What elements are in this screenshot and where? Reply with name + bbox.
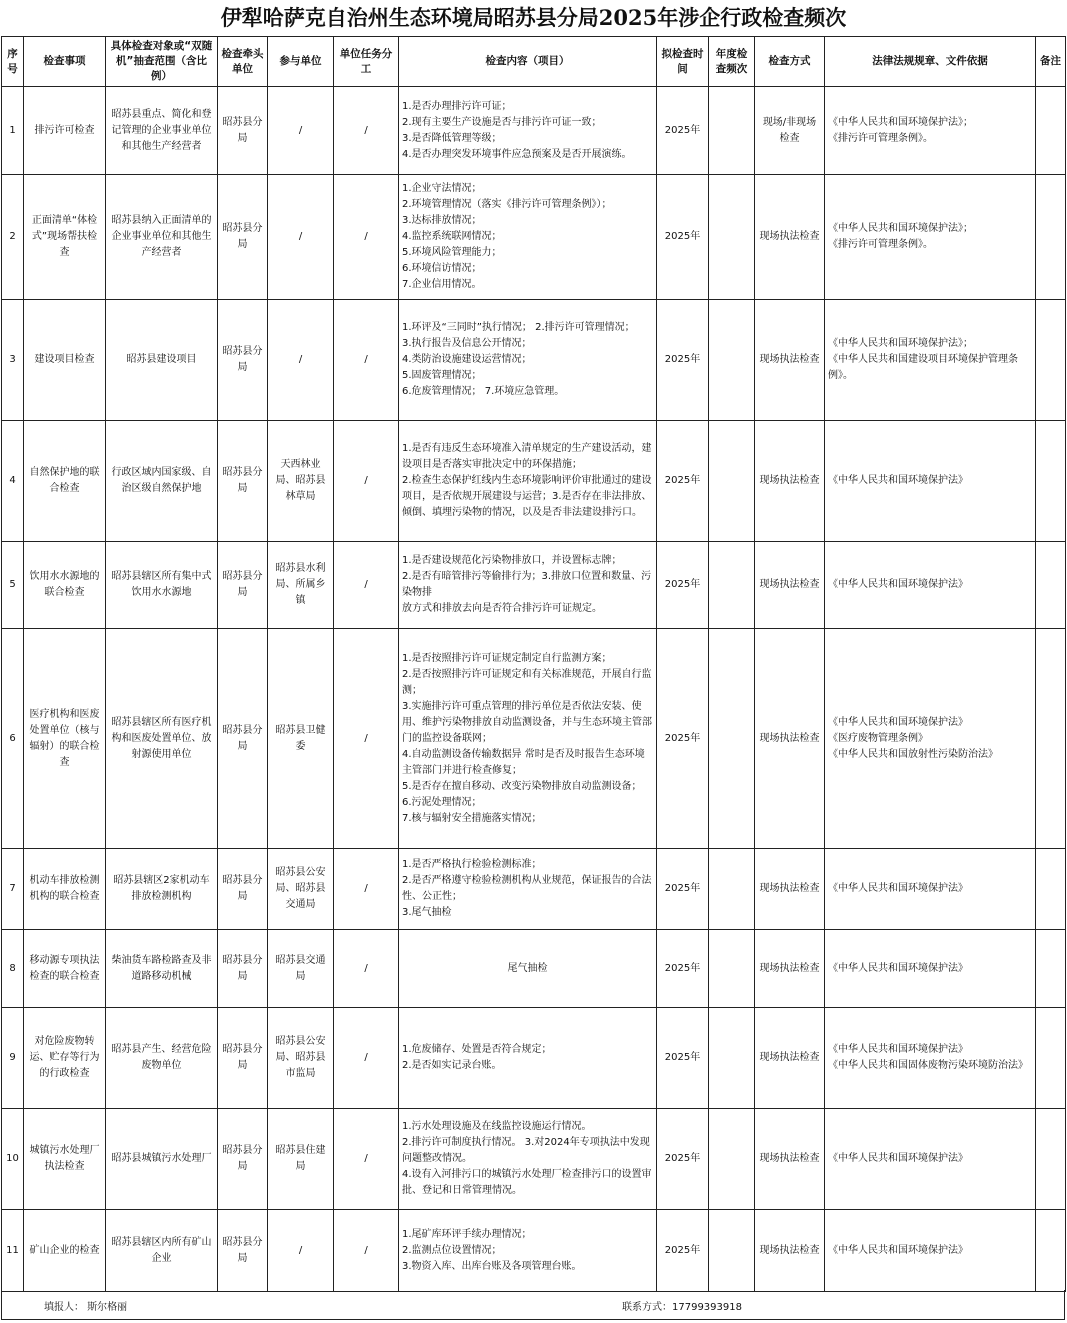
- cell-item: 移动源专项执法检查的联合检查: [24, 930, 106, 1008]
- table-row: [2, 629, 1066, 849]
- cell-item: 对危险废物转运、贮存等行为的行政检查: [24, 1008, 106, 1109]
- cell-item: 排污许可检查: [24, 87, 106, 175]
- cell-target: 昭苏县辖区所有医疗机构和医废处置单位、放射源使用单位: [106, 629, 218, 849]
- cell-time: 2025年: [657, 930, 709, 1008]
- cell-freq: [709, 849, 755, 930]
- cell-lead: 昭苏县分局: [218, 849, 268, 930]
- cell-participants: 昭苏县住建局: [268, 1109, 334, 1210]
- cell-tasks: /: [334, 930, 399, 1008]
- cell-seq: 1: [2, 87, 24, 175]
- cell-note: [1036, 1008, 1066, 1109]
- cell-note: [1036, 300, 1066, 421]
- cell-seq: 3: [2, 300, 24, 421]
- cell-method: 现场/非现场检查: [755, 87, 825, 175]
- cell-tasks: /: [334, 629, 399, 849]
- cell-item: 医疗机构和医废处置单位（核与辐射）的联合检查: [24, 629, 106, 849]
- cell-lead: 昭苏县分局: [218, 421, 268, 542]
- cell-freq: [709, 1210, 755, 1292]
- cell-target: 行政区域内国家级、自治区级自然保护地: [106, 421, 218, 542]
- cell-method: 现场执法检查: [755, 175, 825, 300]
- cell-law: 《中华人民共和国环境保护法》: [825, 849, 1036, 930]
- cell-tasks: /: [334, 1109, 399, 1210]
- cell-participants: 昭苏县公安局、昭苏县交通局: [268, 849, 334, 930]
- header-method: 检查方式: [755, 37, 825, 87]
- cell-seq: 4: [2, 421, 24, 542]
- cell-note: [1036, 421, 1066, 542]
- cell-time: 2025年: [657, 1210, 709, 1292]
- cell-time: 2025年: [657, 1109, 709, 1210]
- cell-lead: 昭苏县分局: [218, 1109, 268, 1210]
- cell-freq: [709, 87, 755, 175]
- inspection-table: [1, 36, 1066, 1292]
- cell-participants: /: [268, 300, 334, 421]
- cell-lead: 昭苏县分局: [218, 1210, 268, 1292]
- cell-participants: /: [268, 1210, 334, 1292]
- cell-method: 现场执法检查: [755, 629, 825, 849]
- table-row: [2, 87, 1066, 175]
- cell-freq: [709, 300, 755, 421]
- cell-target: 柴油货车路检路查及非道路移动机械: [106, 930, 218, 1008]
- cell-law: 《中华人民共和国环境保护法》: [825, 542, 1036, 629]
- table-row: [2, 1109, 1066, 1210]
- cell-content: 1.危废储存、处置是否符合规定； 2.是否如实记录台账。: [399, 1008, 657, 1109]
- header-law: 法律法规规章、文件依据: [825, 37, 1036, 87]
- cell-seq: 10: [2, 1109, 24, 1210]
- cell-content: 1.尾矿库环评手续办理情况； 2.监测点位设置情况； 3.物资入库、出库台账及各项管理台账。: [399, 1210, 657, 1292]
- cell-time: 2025年: [657, 542, 709, 629]
- cell-content: 1.是否有违反生态环境准入清单规定的生产建设活动，建设项目是否落实审批决定中的环保措施； 2.检查生态保护红线内生态环境影响评价审批通过的建设项目，是否依规开展建设与运营；3.是否存在非法排放、倾倒、填埋污染物的情况，以及是否非法建设排污口。: [399, 421, 657, 542]
- table-row: [2, 421, 1066, 542]
- header-lead: 检查牵头单位: [218, 37, 268, 87]
- cell-law: 《中华人民共和国环境保护法》: [825, 930, 1036, 1008]
- cell-content: 1.是否严格执行检验检测标准； 2.是否严格遵守检验检测机构从业规范，保证报告的合法性、公正性； 3.尾气抽检: [399, 849, 657, 930]
- cell-freq: [709, 175, 755, 300]
- cell-tasks: /: [334, 1008, 399, 1109]
- cell-method: 现场执法检查: [755, 300, 825, 421]
- cell-participants: 天西林业局、昭苏县林草局: [268, 421, 334, 542]
- table-row: [2, 930, 1066, 1008]
- cell-note: [1036, 87, 1066, 175]
- cell-tasks: /: [334, 87, 399, 175]
- cell-content: 1.是否办理排污许可证； 2.现有主要生产设施是否与排污许可证一致； 3.是否降低管理等级； 4.是否办理突发环境事件应急预案及是否开展演练。: [399, 87, 657, 175]
- cell-target: 昭苏县辖区2家机动车排放检测机构: [106, 849, 218, 930]
- cell-lead: 昭苏县分局: [218, 930, 268, 1008]
- cell-law: 《中华人民共和国环境保护法》 《医疗废物管理条例》 《中华人民共和国放射性污染防治法》: [825, 629, 1036, 849]
- cell-method: 现场执法检查: [755, 1109, 825, 1210]
- cell-target: 昭苏县重点、简化和登记管理的企业事业单位和其他生产经营者: [106, 87, 218, 175]
- cell-note: [1036, 175, 1066, 300]
- cell-seq: 2: [2, 175, 24, 300]
- cell-note: [1036, 1109, 1066, 1210]
- cell-method: 现场执法检查: [755, 849, 825, 930]
- cell-freq: [709, 629, 755, 849]
- cell-note: [1036, 542, 1066, 629]
- header-time: 拟检查时间: [657, 37, 709, 87]
- cell-participants: /: [268, 87, 334, 175]
- cell-freq: [709, 542, 755, 629]
- cell-content: 1.环评及“三同时”执行情况； 2.排污许可管理情况； 3.执行报告及信息公开情况； 4.类防治设施建设运营情况； 5.固废管理情况； 6.危废管理情况； 7.环境应急管理。: [399, 300, 657, 421]
- cell-freq: [709, 421, 755, 542]
- cell-lead: 昭苏县分局: [218, 629, 268, 849]
- cell-time: 2025年: [657, 300, 709, 421]
- cell-target: 昭苏县纳入正面清单的企业事业单位和其他生产经营者: [106, 175, 218, 300]
- cell-lead: 昭苏县分局: [218, 175, 268, 300]
- cell-time: 2025年: [657, 175, 709, 300]
- cell-item: 机动车排放检测机构的联合检查: [24, 849, 106, 930]
- filled-by: 填报人： 斯尔格丽: [44, 1302, 128, 1313]
- header-target: 具体检查对象或“双随机”抽查范围（含比例）: [106, 37, 218, 87]
- header-freq: 年度检查频次: [709, 37, 755, 87]
- cell-item: 饮用水水源地的联合检查: [24, 542, 106, 629]
- cell-freq: [709, 1109, 755, 1210]
- cell-participants: /: [268, 175, 334, 300]
- cell-target: 昭苏县建设项目: [106, 300, 218, 421]
- cell-time: 2025年: [657, 87, 709, 175]
- cell-law: 《中华人民共和国环境保护法》； 《中华人民共和国建设项目环境保护管理条例》。: [825, 300, 1036, 421]
- cell-item: 城镇污水处理厂执法检查: [24, 1109, 106, 1210]
- cell-time: 2025年: [657, 629, 709, 849]
- cell-law: 《中华人民共和国环境保护法》； 《排污许可管理条例》。: [825, 175, 1036, 300]
- cell-participants: 昭苏县水利局、所属乡镇: [268, 542, 334, 629]
- footer: [1, 1290, 1065, 1320]
- cell-tasks: /: [334, 300, 399, 421]
- table-row: [2, 1210, 1066, 1292]
- cell-method: 现场执法检查: [755, 930, 825, 1008]
- cell-method: 现场执法检查: [755, 1008, 825, 1109]
- cell-note: [1036, 1210, 1066, 1292]
- cell-item: 建设项目检查: [24, 300, 106, 421]
- cell-item: 自然保护地的联合检查: [24, 421, 106, 542]
- cell-tasks: /: [334, 175, 399, 300]
- header-item: 检查事项: [24, 37, 106, 87]
- cell-participants: 昭苏县公安局、昭苏县市监局: [268, 1008, 334, 1109]
- cell-law: 《中华人民共和国环境保护法》: [825, 1109, 1036, 1210]
- cell-method: 现场执法检查: [755, 1210, 825, 1292]
- cell-target: 昭苏县辖区内所有矿山企业: [106, 1210, 218, 1292]
- header-content: 检查内容（项目）: [399, 37, 657, 87]
- cell-freq: [709, 1008, 755, 1109]
- cell-seq: 6: [2, 629, 24, 849]
- contact-info: 联系方式：17799393918: [622, 1302, 742, 1313]
- cell-note: [1036, 629, 1066, 849]
- cell-target: 昭苏县产生、经营危险废物单位: [106, 1008, 218, 1109]
- table-row: [2, 849, 1066, 930]
- cell-seq: 8: [2, 930, 24, 1008]
- cell-tasks: /: [334, 542, 399, 629]
- cell-lead: 昭苏县分局: [218, 87, 268, 175]
- cell-method: 现场执法检查: [755, 421, 825, 542]
- cell-note: [1036, 930, 1066, 1008]
- cell-seq: 5: [2, 542, 24, 629]
- cell-method: 现场执法检查: [755, 542, 825, 629]
- cell-law: 《中华人民共和国环境保护法》； 《排污许可管理条例》。: [825, 87, 1036, 175]
- cell-time: 2025年: [657, 849, 709, 930]
- cell-content: 1.污水处理设施及在线监控设施运行情况。 2.排污许可制度执行情况。 3.对2024年专项执法中发现问题整改情况。 4.设有入河排污口的城镇污水处理厂检查排污口的设置审批、登记和日常管理情况。: [399, 1109, 657, 1210]
- cell-participants: 昭苏县交通局: [268, 930, 334, 1008]
- header-note: 备注: [1036, 37, 1066, 87]
- table-row: [2, 300, 1066, 421]
- cell-lead: 昭苏县分局: [218, 1008, 268, 1109]
- cell-time: 2025年: [657, 1008, 709, 1109]
- cell-law: 《中华人民共和国环境保护法》 《中华人民共和国固体废物污染环境防治法》: [825, 1008, 1036, 1109]
- cell-target: 昭苏县辖区所有集中式饮用水水源地: [106, 542, 218, 629]
- cell-content: 1.是否建设规范化污染物排放口，并设置标志牌； 2.是否有暗管排污等偷排行为；3.排放口位置和数量、污染物排 放方式和排放去向是否符合排污许可证规定。: [399, 542, 657, 629]
- cell-note: [1036, 849, 1066, 930]
- cell-participants: 昭苏县卫健委: [268, 629, 334, 849]
- cell-tasks: /: [334, 849, 399, 930]
- cell-item: 矿山企业的检查: [24, 1210, 106, 1292]
- cell-content: 尾气抽检: [399, 930, 657, 1008]
- cell-lead: 昭苏县分局: [218, 542, 268, 629]
- header-tasks: 单位任务分工: [334, 37, 399, 87]
- cell-law: 《中华人民共和国环境保护法》: [825, 421, 1036, 542]
- table-row: [2, 1008, 1066, 1109]
- cell-content: 1.企业守法情况； 2.环境管理情况（落实《排污许可管理条例》）； 3.达标排放情况； 4.监控系统联网情况； 5.环境风险管理能力； 6.环境信访情况； 7.企业信用情况。: [399, 175, 657, 300]
- header-seq: 序号: [2, 37, 24, 87]
- header-row: [2, 37, 1066, 87]
- page-title: 伊犁哈萨克自治州生态环境局昭苏县分局2025年涉企行政检查频次: [220, 5, 847, 30]
- cell-freq: [709, 930, 755, 1008]
- cell-seq: 7: [2, 849, 24, 930]
- cell-content: 1.是否按照排污许可证规定制定自行监测方案； 2.是否按照排污许可证规定和有关标准规范，开展自行监测； 3.实施排污许可重点管理的排污单位是否依法安装、使用、维护污染物排放自动监测设备，并与生态环境主管部门的监控设备联网； 4.自动监测设备传输数据异 常时是否及时报告生态环境主管部门并进行检查修复； 5.是否存在擅自移动、改变污染物排放自动监测设备； 6.污泥处理情况； 7.核与辐射安全措施落实情况；: [399, 629, 657, 849]
- cell-tasks: /: [334, 1210, 399, 1292]
- cell-law: 《中华人民共和国环境保护法》: [825, 1210, 1036, 1292]
- table-row: [2, 542, 1066, 629]
- cell-item: 正面清单“体检式”现场帮扶检查: [24, 175, 106, 300]
- cell-lead: 昭苏县分局: [218, 300, 268, 421]
- cell-time: 2025年: [657, 421, 709, 542]
- cell-seq: 9: [2, 1008, 24, 1109]
- table-row: [2, 175, 1066, 300]
- cell-target: 昭苏县城镇污水处理厂: [106, 1109, 218, 1210]
- header-participants: 参与单位: [268, 37, 334, 87]
- cell-seq: 11: [2, 1210, 24, 1292]
- cell-tasks: /: [334, 421, 399, 542]
